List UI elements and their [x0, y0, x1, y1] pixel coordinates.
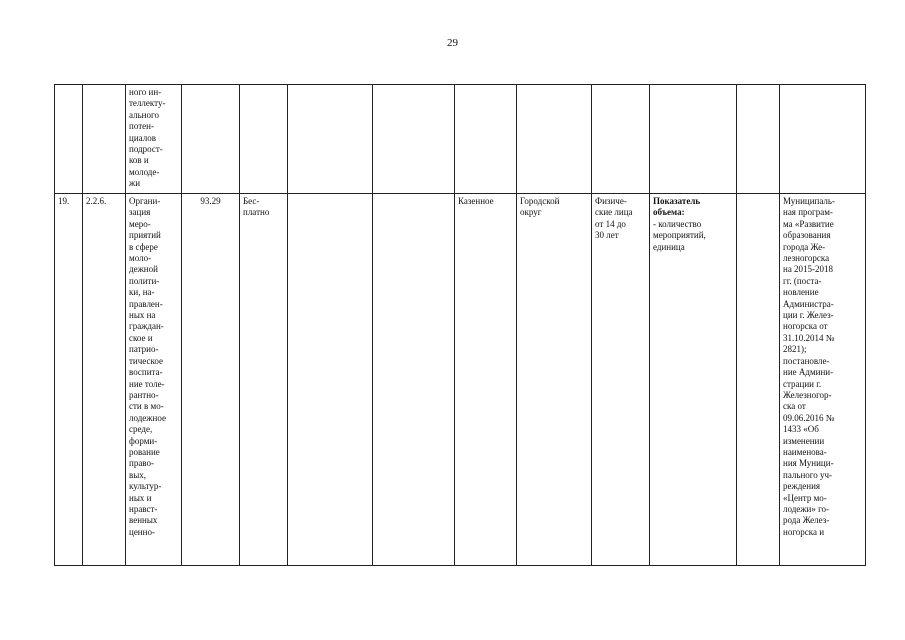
- cell-empty: [373, 85, 455, 194]
- description-continued-text: ного ин- теллекту- ального потен- циалов подрост- ков и молоде- жи: [129, 87, 166, 189]
- cell-empty: [455, 85, 517, 194]
- row-code: 2.2.6.: [86, 196, 107, 206]
- cell-col6: [288, 194, 373, 566]
- cell-payment: [240, 194, 288, 566]
- row-indicator-title: Показатель объема:: [653, 196, 701, 218]
- cell-legal-basis: [780, 194, 866, 566]
- cell-empty: [288, 85, 373, 194]
- row-institution-type: Казенное: [458, 196, 494, 206]
- cell-description-continued: [126, 85, 182, 194]
- row-territory: Городской округ: [520, 196, 560, 218]
- row-legal-basis: Муниципаль- ная програм- ма «Развитие образования города Же- лезногорска на 2015-2018 гг. (поста- новление Администра- ции г. Желез- ногорска от 31.10.2014 № 2821); постановле- ние Админи- страции г. Железногор- ска от 09.06.2016 № 1433 «Об изменении наименова- ния Муници- пального уч- реждения «Центр мо- лодежи» го- рода Желез- ногорска и: [783, 196, 836, 537]
- row-okved: 93.29: [200, 196, 221, 206]
- row-number: 19.: [58, 196, 70, 206]
- cell-okved: [182, 194, 240, 566]
- cell-empty: [517, 85, 592, 194]
- cell-empty: [592, 85, 650, 194]
- cell-empty: [650, 85, 737, 194]
- cell-description: [126, 194, 182, 566]
- cell-institution-type: [455, 194, 517, 566]
- row-indicator-text: - количество мероприятий, единица: [653, 218, 706, 252]
- cell-territory: [517, 194, 592, 566]
- row-description: Органи- зация меро- приятий в сфере моло- дежной полити- ки, на- правлен- ных на граждан- ское и патрио- тическое воспита- ние толе- рантно- сти в мо- лодежное среде, форми- рование право- вых, культур- ных и нравст- венных ценно-: [129, 196, 166, 537]
- cell-empty: [780, 85, 866, 194]
- cell-empty: [737, 85, 780, 194]
- cell-empty: [83, 85, 126, 194]
- row-payment: Бес- платно: [243, 196, 270, 218]
- table-row-continued: [55, 85, 866, 194]
- services-table: [54, 84, 866, 566]
- cell-empty: [55, 85, 83, 194]
- cell-code: [83, 194, 126, 566]
- cell-empty: [240, 85, 288, 194]
- cell-row-number: [55, 194, 83, 566]
- row-consumers: Физиче- ские лица от 14 до 30 лет: [595, 196, 633, 241]
- page-number: 29: [447, 37, 458, 49]
- cell-empty: [182, 85, 240, 194]
- cell-indicator: [650, 194, 737, 566]
- table-row-19: [55, 194, 866, 566]
- cell-consumers: [592, 194, 650, 566]
- cell-col11: [737, 194, 780, 566]
- cell-col7: [373, 194, 455, 566]
